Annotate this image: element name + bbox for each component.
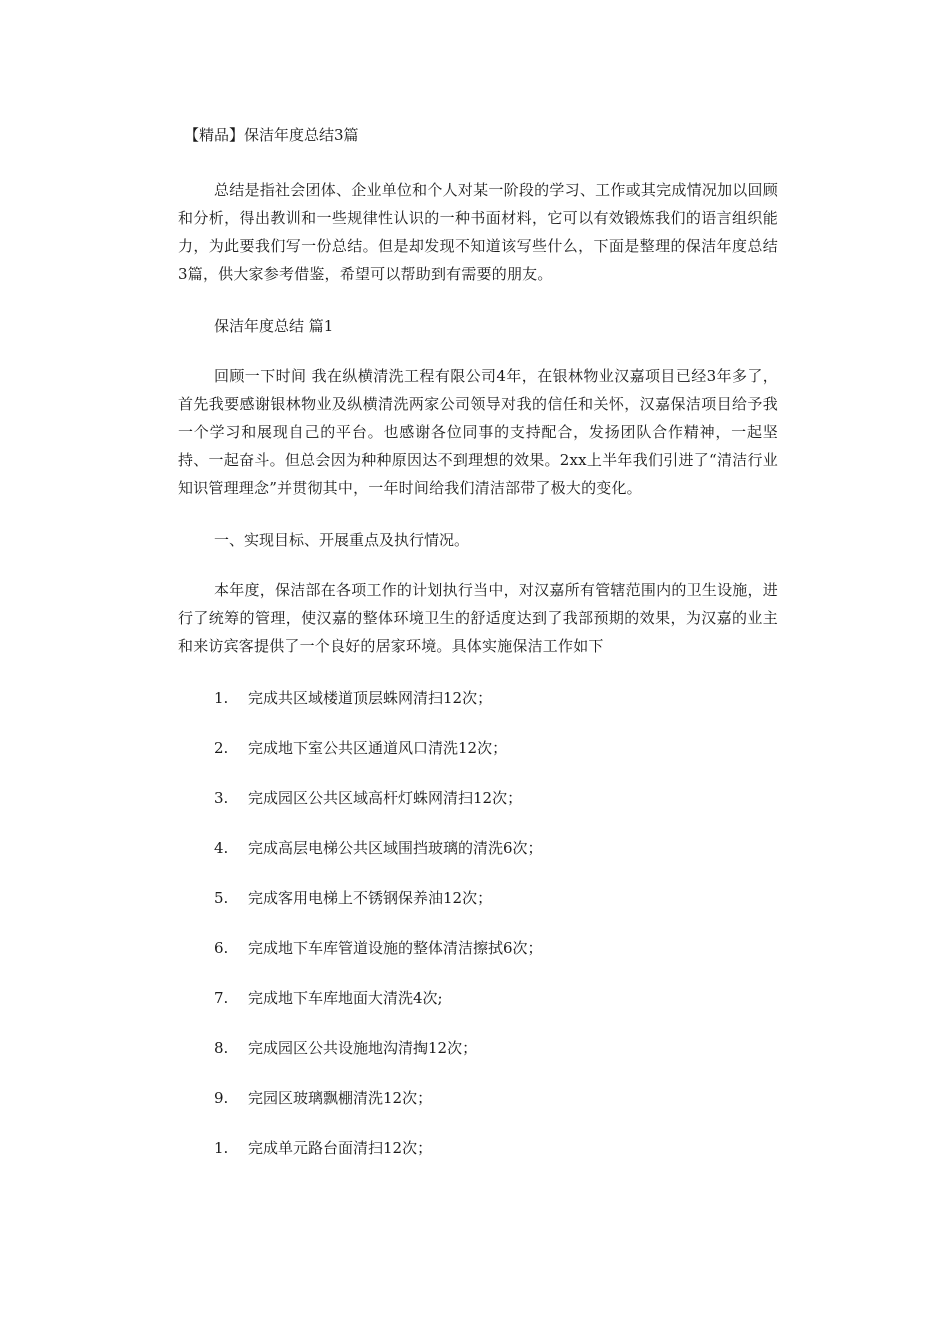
list-item: [178, 734, 778, 762]
list-item-number: 6.: [214, 939, 229, 957]
list-item-text: 完成高层电梯公共区域围挡玻璃的清洗6次；: [248, 839, 543, 857]
list-item: [178, 1134, 778, 1162]
list-item-text: 完成客用电梯上不锈钢保养油12次；: [248, 889, 493, 907]
paragraph-annual: 本年度，保洁部在各项工作的计划执行当中，对汉嘉所有管辖范围内的卫生设施，进行了统筹的管理，使汉嘉的整体环境卫生的舒适度达到了我部预期的效果，为汉嘉的业主和来访宾客提供了一个良好的居家环境。具体实施保洁工作如下: [178, 581, 778, 655]
list-item-number: 7.: [214, 989, 229, 1007]
list-item: [178, 784, 778, 812]
list-item: [178, 834, 778, 862]
list-item: [178, 684, 778, 712]
list-item-text: 完成地下室公共区通道风口清洗12次；: [248, 739, 508, 757]
list-item: [178, 1034, 778, 1062]
task-list: [178, 684, 778, 1162]
list-item-text: 完成地下车库管道设施的整体清洁擦拭6次；: [248, 939, 543, 957]
list-item-number: 1.: [214, 689, 229, 707]
list-item: [178, 934, 778, 962]
section-title: 保洁年度总结 篇1: [214, 317, 334, 335]
list-item-number: 2.: [214, 739, 229, 757]
list-item-text: 完成园区公共设施地沟清掏12次；: [248, 1039, 478, 1057]
list-item-text: 完成单元路台面清扫12次；: [248, 1139, 433, 1157]
intro-paragraph: 总结是指社会团体、企业单位和个人对某一阶段的学习、工作或其完成情况加以回顾和分析，得出教训和一些规律性认识的一种书面材料，它可以有效锻炼我们的语言组织能力，为此要我们写一份总结。但是却发现不知道该写些什么，下面是整理的保洁年度总结3篇，供大家参考借鉴，希望可以帮助到有需要的朋友。: [178, 181, 778, 283]
list-item-number: 1.: [214, 1139, 229, 1157]
list-item-text: 完成地下车库地面大清洗4次;: [248, 989, 443, 1007]
list-item: [178, 884, 778, 912]
list-item-number: 4.: [214, 839, 229, 857]
paragraph-review: 回顾一下时间 我在纵横清洗工程有限公司4年，在银林物业汉嘉项目已经3年多了， 首先我要感谢银林物业及纵横清洗两家公司领导对我的信任和关怀，汉嘉保洁项目给予我一个学习和展现自己的平台。也感谢各位同事的支持配合，发扬团队合作精神，一起坚持、一起奋斗。但总会因为种种原因达不到理想的效果。2xx上半年我们引进了“清洁行业知识管理理念”并贯彻其中，一年时间给我们清洁部带了极大的变化。: [178, 367, 778, 497]
list-item-text: 完园区玻璃飘棚清洗12次；: [248, 1089, 433, 1107]
document-title: 【精品】保洁年度总结3篇: [184, 126, 359, 144]
list-item-number: 3.: [214, 789, 229, 807]
list-item-number: 9.: [214, 1089, 229, 1107]
heading-goals: 一、实现目标、开展重点及执行情况。: [214, 531, 470, 549]
list-item-number: 8.: [214, 1039, 229, 1057]
list-item-text: 完成园区公共区域高杆灯蛛网清扫12次；: [248, 789, 523, 807]
list-item: [178, 1084, 778, 1112]
list-item-number: 5.: [214, 889, 229, 907]
list-item: [178, 984, 778, 1012]
document-content: [178, 122, 778, 1184]
list-item-text: 完成共区域楼道顶层蛛网清扫12次；: [248, 689, 493, 707]
